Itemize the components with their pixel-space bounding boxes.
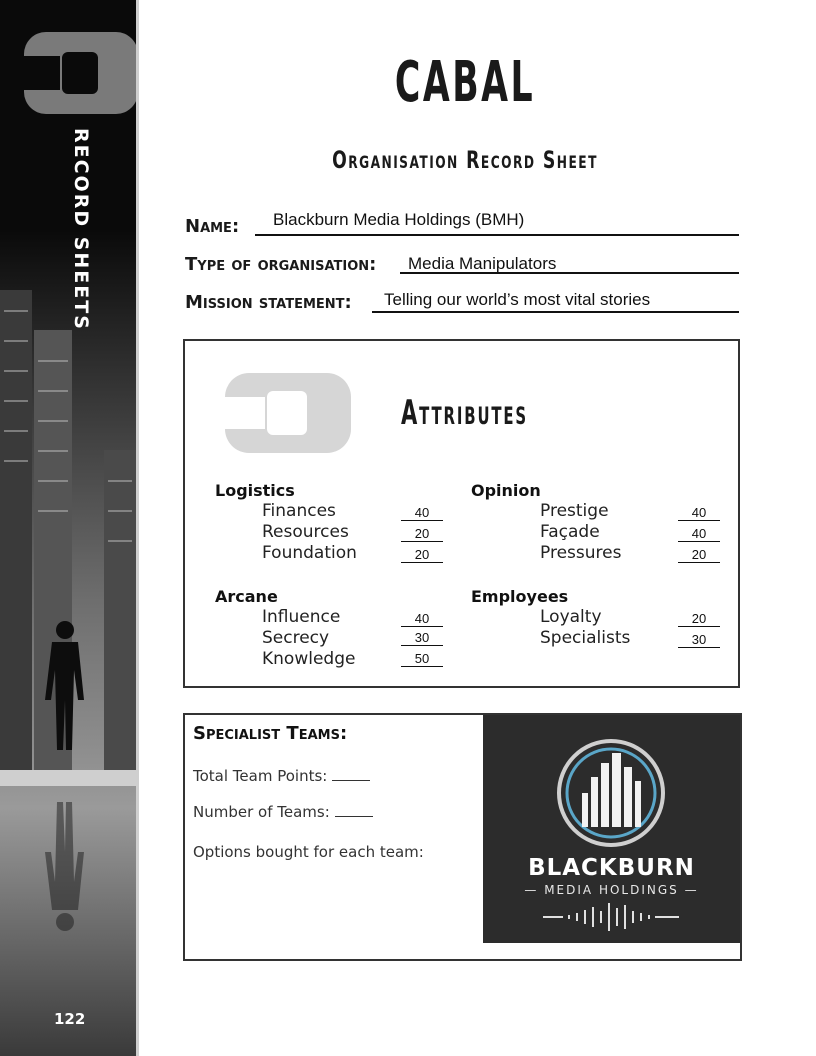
number-of-teams-label: Number of Teams:	[193, 803, 330, 821]
page-number: 122	[54, 1010, 86, 1028]
group-opinion: Opinion	[471, 481, 541, 500]
attributes-box	[183, 339, 740, 688]
page-subtitle: Organisation Record Sheet	[332, 146, 598, 174]
attr-prestige-value[interactable]: 40	[678, 506, 720, 521]
attr-resources-label: Resources	[262, 522, 349, 542]
cabal-logo-icon	[22, 30, 139, 116]
attr-knowledge-value[interactable]: 50	[401, 652, 443, 667]
name-label: Name:	[185, 216, 240, 237]
attr-facade-value[interactable]: 40	[678, 527, 720, 542]
blackburn-logo	[483, 715, 740, 943]
attr-loyalty-value[interactable]: 20	[678, 612, 720, 627]
total-team-points-blank[interactable]	[332, 768, 370, 781]
attr-foundation-label: Foundation	[262, 543, 357, 563]
type-field[interactable]: Media Manipulators	[408, 254, 557, 273]
sidebar-title: RECORD SHEETS	[70, 128, 92, 331]
attr-knowledge-label: Knowledge	[262, 649, 356, 669]
number-of-teams	[193, 803, 373, 821]
attr-pressures-value[interactable]: 20	[678, 548, 720, 563]
specialist-teams-title: Specialist Teams:	[193, 723, 348, 744]
page-title: CABAL	[394, 50, 536, 115]
total-team-points-label: Total Team Points:	[193, 767, 328, 785]
total-team-points	[193, 767, 370, 785]
attr-pressures-label: Pressures	[540, 543, 622, 563]
cabal-logo-icon	[223, 369, 353, 457]
group-arcane: Arcane	[215, 587, 278, 606]
type-label: Type of organisation:	[185, 254, 377, 275]
brand-subtitle: — MEDIA HOLDINGS —	[524, 883, 699, 897]
attr-resources-value[interactable]: 20	[401, 527, 443, 542]
attr-influence-value[interactable]: 40	[401, 612, 443, 627]
attr-finances-value[interactable]: 40	[401, 506, 443, 521]
group-logistics: Logistics	[215, 481, 295, 500]
brand-name: BLACKBURN	[528, 855, 695, 881]
group-employees: Employees	[471, 587, 569, 606]
attr-loyalty-label: Loyalty	[540, 607, 602, 627]
attr-secrecy-value[interactable]: 30	[401, 631, 443, 646]
attr-specialists-value[interactable]: 30	[678, 633, 720, 648]
specialist-teams-box	[183, 713, 742, 961]
attr-finances-label: Finances	[262, 501, 336, 521]
options-bought-label: Options bought for each team:	[193, 843, 424, 861]
attr-prestige-label: Prestige	[540, 501, 609, 521]
attr-facade-label: Façade	[540, 522, 600, 542]
number-of-teams-blank[interactable]	[335, 804, 373, 817]
sidebar	[0, 0, 139, 1056]
attr-influence-label: Influence	[262, 607, 341, 627]
blackburn-emblem-icon	[483, 715, 740, 943]
attr-specialists-label: Specialists	[540, 628, 631, 648]
mission-line	[372, 311, 739, 313]
name-field[interactable]: Blackburn Media Holdings (BMH)	[273, 210, 525, 229]
attributes-title: Attributes	[401, 393, 529, 433]
mission-label: Mission statement:	[185, 292, 352, 313]
mission-field[interactable]: Telling our world’s most vital stories	[384, 290, 651, 309]
city-skyline-image	[0, 230, 136, 1056]
attr-foundation-value[interactable]: 20	[401, 548, 443, 563]
name-line	[255, 234, 739, 236]
sidebar-border	[136, 0, 139, 1056]
attr-secrecy-label: Secrecy	[262, 628, 330, 648]
